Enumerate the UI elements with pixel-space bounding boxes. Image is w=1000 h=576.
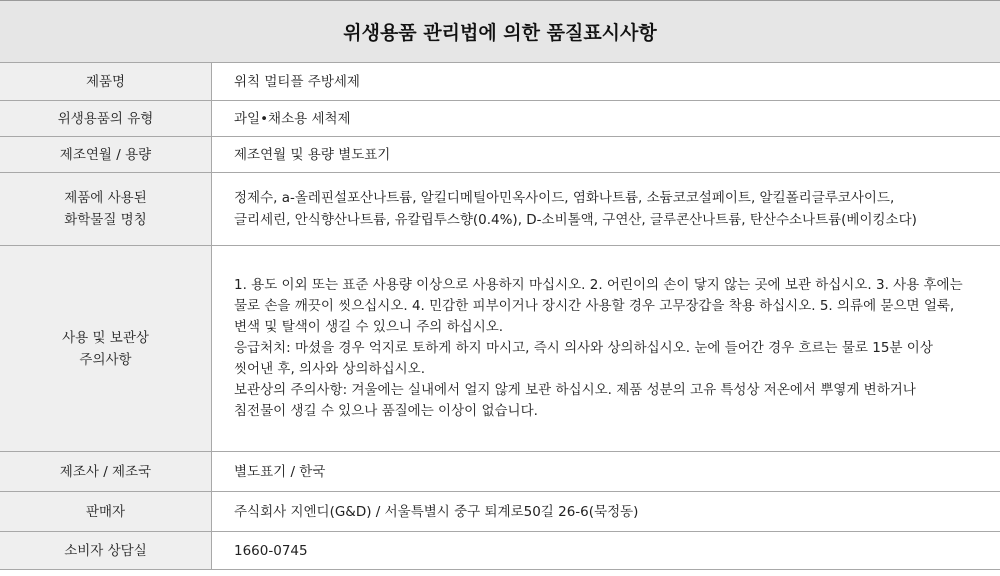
label-line: 제조사 / 제조국 xyxy=(59,463,152,480)
value-line: 침전물이 생길 수 있으나 품질에는 이상이 없습니다. xyxy=(234,403,538,419)
row-label xyxy=(0,532,212,570)
table-row-seller xyxy=(0,492,1000,532)
row-label xyxy=(0,492,212,532)
label-line: 주의사항 xyxy=(79,351,132,368)
row-value xyxy=(212,452,1000,492)
value-line: 과일•채소용 세척제 xyxy=(234,110,351,127)
value-line: 1. 용도 이외 또는 표준 사용량 이상으로 사용하지 마십시오. 2. 어린이의 손이 닿지 않는 곳에 보관 하십시오. 3. 사용 후에는 xyxy=(234,277,963,293)
value-line: 정제수, a-올레핀설포산나트륨, 알킬디메틸아민옥사이드, 염화나트륨, 소듐코코설페이트, 알킬폴리글루코사이드, xyxy=(234,190,895,206)
table-row-precautions xyxy=(0,246,1000,452)
label-line: 제조연월 / 용량 xyxy=(59,146,152,163)
row-value xyxy=(212,173,1000,246)
row-label xyxy=(0,173,212,246)
value-line: 별도표기 / 한국 xyxy=(234,463,326,480)
value-line: 씻어낸 후, 의사와 상의하십시오. xyxy=(234,361,425,377)
table-row-manufacturer xyxy=(0,452,1000,492)
value-line: 응급처치: 마셨을 경우 억지로 토하게 하지 마시고, 즉시 의사와 상의하십시오. 눈에 들어간 경우 흐르는 물로 15분 이상 xyxy=(234,340,933,356)
value-line: 위칙 멀티플 주방세제 xyxy=(234,73,360,90)
row-label xyxy=(0,246,212,452)
quality-info-table xyxy=(0,62,1000,570)
label-line: 제품에 사용된 xyxy=(64,190,147,206)
table-row-consumer-center xyxy=(0,532,1000,570)
row-value xyxy=(212,532,1000,570)
value-line: 제조연월 및 용량 별도표기 xyxy=(234,146,391,163)
row-value xyxy=(212,101,1000,137)
label-line: 사용 및 보관상 xyxy=(62,329,149,346)
row-label xyxy=(0,63,212,101)
value-line: 글리세린, 안식향산나트륨, 유칼립투스향(0.4%), D-소비톨액, 구연산, 글루콘산나트륨, 탄산수소나트륨(베이킹소다) xyxy=(234,212,917,228)
page-title: 위생용품 관리법에 의한 품질표시사항 xyxy=(0,0,1000,62)
value-line: 보관상의 주의사항: 겨울에는 실내에서 얼지 않게 보관 하십시오. 제품 성분의 고유 특성상 저온에서 뿌옇게 변하거나 xyxy=(234,382,916,398)
table-row-product-name xyxy=(0,63,1000,101)
table-row-chemicals xyxy=(0,173,1000,246)
label-line: 위생용품의 유형 xyxy=(57,110,154,127)
value-line: 물로 손을 깨끗이 씻으십시오. 4. 민감한 피부이거나 장시간 사용할 경우 고무장갑을 착용 하십시오. 5. 의류에 묻으면 얼룩, xyxy=(234,298,955,314)
table-row-date-volume xyxy=(0,137,1000,173)
row-label xyxy=(0,452,212,492)
label-line: 소비자 상담실 xyxy=(64,542,147,559)
table-row-type xyxy=(0,101,1000,137)
label-line: 제품명 xyxy=(85,73,126,90)
row-value xyxy=(212,63,1000,101)
row-value xyxy=(212,137,1000,173)
row-label xyxy=(0,137,212,173)
value-line: 주식회사 지엔디(G&D) / 서울특별시 중구 퇴계로50길 26-6(묵정동) xyxy=(234,503,639,520)
label-line: 화학물질 명칭 xyxy=(64,212,147,228)
row-label xyxy=(0,101,212,137)
row-value xyxy=(212,246,1000,452)
label-line: 판매자 xyxy=(85,503,126,520)
value-line: 변색 및 탈색이 생길 수 있으니 주의 하십시오. xyxy=(234,319,504,335)
value-line: 1660-0745 xyxy=(234,542,308,559)
row-value xyxy=(212,492,1000,532)
